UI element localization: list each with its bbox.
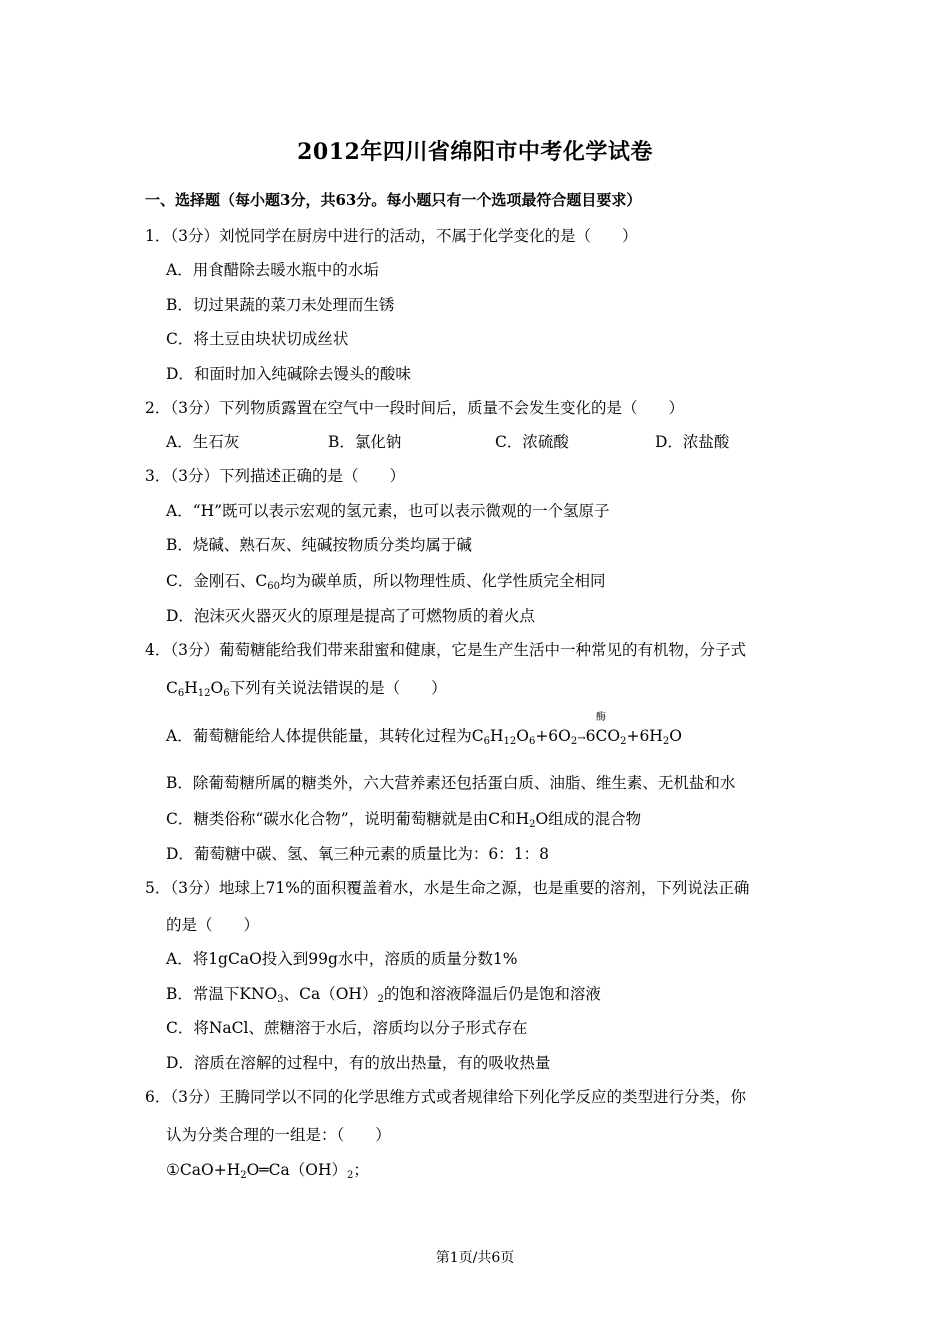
question-2-option-b: B．氯化钠 [328,433,402,451]
question-2-option-a: A．生石灰 [166,433,240,451]
question-2-stem: 2．（3分）下列物质露置在空气中一段时间后，质量不会发生变化的是（ ） [145,399,684,417]
question-5-stem-continued: 的是（ ） [166,916,260,934]
question-4-option-b: B．除葡萄糖所属的糖类外，六大营养素还包括蛋白质、油脂、维生素、无机盐和水 [166,774,736,792]
question-4-option-a: A．葡萄糖能给人体提供能量，其转化过程为$C_6H_{12}O_6+6O_2\to 6CO_2+6H_2O$ [166,727,682,747]
section-heading: 一、选择题（每小题3分，共63分。每小题只有一个选项最符合题目要求） [145,191,642,209]
question-1-option-a: A．用食醋除去暖水瓶中的水垢 [166,261,379,279]
question-1-option-d: D．和面时加入纯碱除去馒头的酸味 [166,365,411,383]
question-3-option-d: D．泡沫灭火器灭火的原理是提高了可燃物质的着火点 [166,607,535,625]
question-4-stem-continued: $C_6H_{12}O_6$下列有关说法错误的是（ ） [166,679,447,699]
question-4-stem: 4．（3分）葡萄糖能给我们带来甜蜜和健康，它是生产生活中一种常见的有机物，分子式 [145,641,746,659]
question-3-option-a: A．“H”既可以表示宏观的氢元素，也可以表示微观的一个氢原子 [166,502,610,520]
question-5-stem: 5．（3分）地球上71%的面积覆盖着水，水是生命之源，也是重要的溶剂，下列说法正确 [145,879,750,897]
reaction-equation-1: $①CaO+H_2O═Ca(OH)_2$； [166,1161,369,1181]
question-1-option-b: B．切过果蔬的菜刀未处理而生锈 [166,296,395,314]
question-5-option-b: B．常温下$KNO_3$、$Ca(OH)_2$的饱和溶液降温后仍是饱和溶液 [166,985,601,1005]
question-3-option-c: C．金刚石、$C_{60}$均为碳单质，所以物理性质、化学性质完全相同 [166,572,606,592]
question-2-option-d: D．浓盐酸 [655,433,730,451]
question-3-stem: 3．（3分）下列描述正确的是（ ） [145,467,405,485]
question-5-option-c: C．将NaCl、蔗糖溶于水后，溶质均以分子形式存在 [166,1019,528,1037]
page-title: 2012年四川省绵阳市中考化学试卷 [297,139,653,165]
question-4-option-d: D．葡萄糖中碳、氢、氧三种元素的质量比为：6：1：8 [166,845,550,863]
question-1-option-c: C．将土豆由块状切成丝状 [166,330,349,348]
question-5-option-d: D．溶质在溶解的过程中，有的放出热量，有的吸收热量 [166,1054,551,1072]
question-2-option-c: C．浓硫酸 [495,433,569,451]
question-6-stem-continued: 认为分类合理的一组是：（ ） [166,1126,391,1144]
question-3-option-b: B．烧碱、熟石灰、纯碱按物质分类均属于碱 [166,536,472,554]
question-5-option-a: A．将1gCaO投入到99g水中，溶质的质量分数1% [166,950,518,968]
question-1-stem: 1．（3分）刘悦同学在厨房中进行的活动，不属于化学变化的是（ ） [145,227,638,245]
question-6-stem: 6．（3分）王腾同学以不同的化学思维方式或者规律给下列化学反应的类型进行分类，你 [145,1088,746,1106]
page-footer: 第1页/共6页 [435,1250,515,1266]
enzyme-condition-label: 酶 [596,712,606,723]
question-4-option-c: C．糖类俗称“碳水化合物”，说明葡萄糖就是由C和$H_2O$组成的混合物 [166,810,642,830]
